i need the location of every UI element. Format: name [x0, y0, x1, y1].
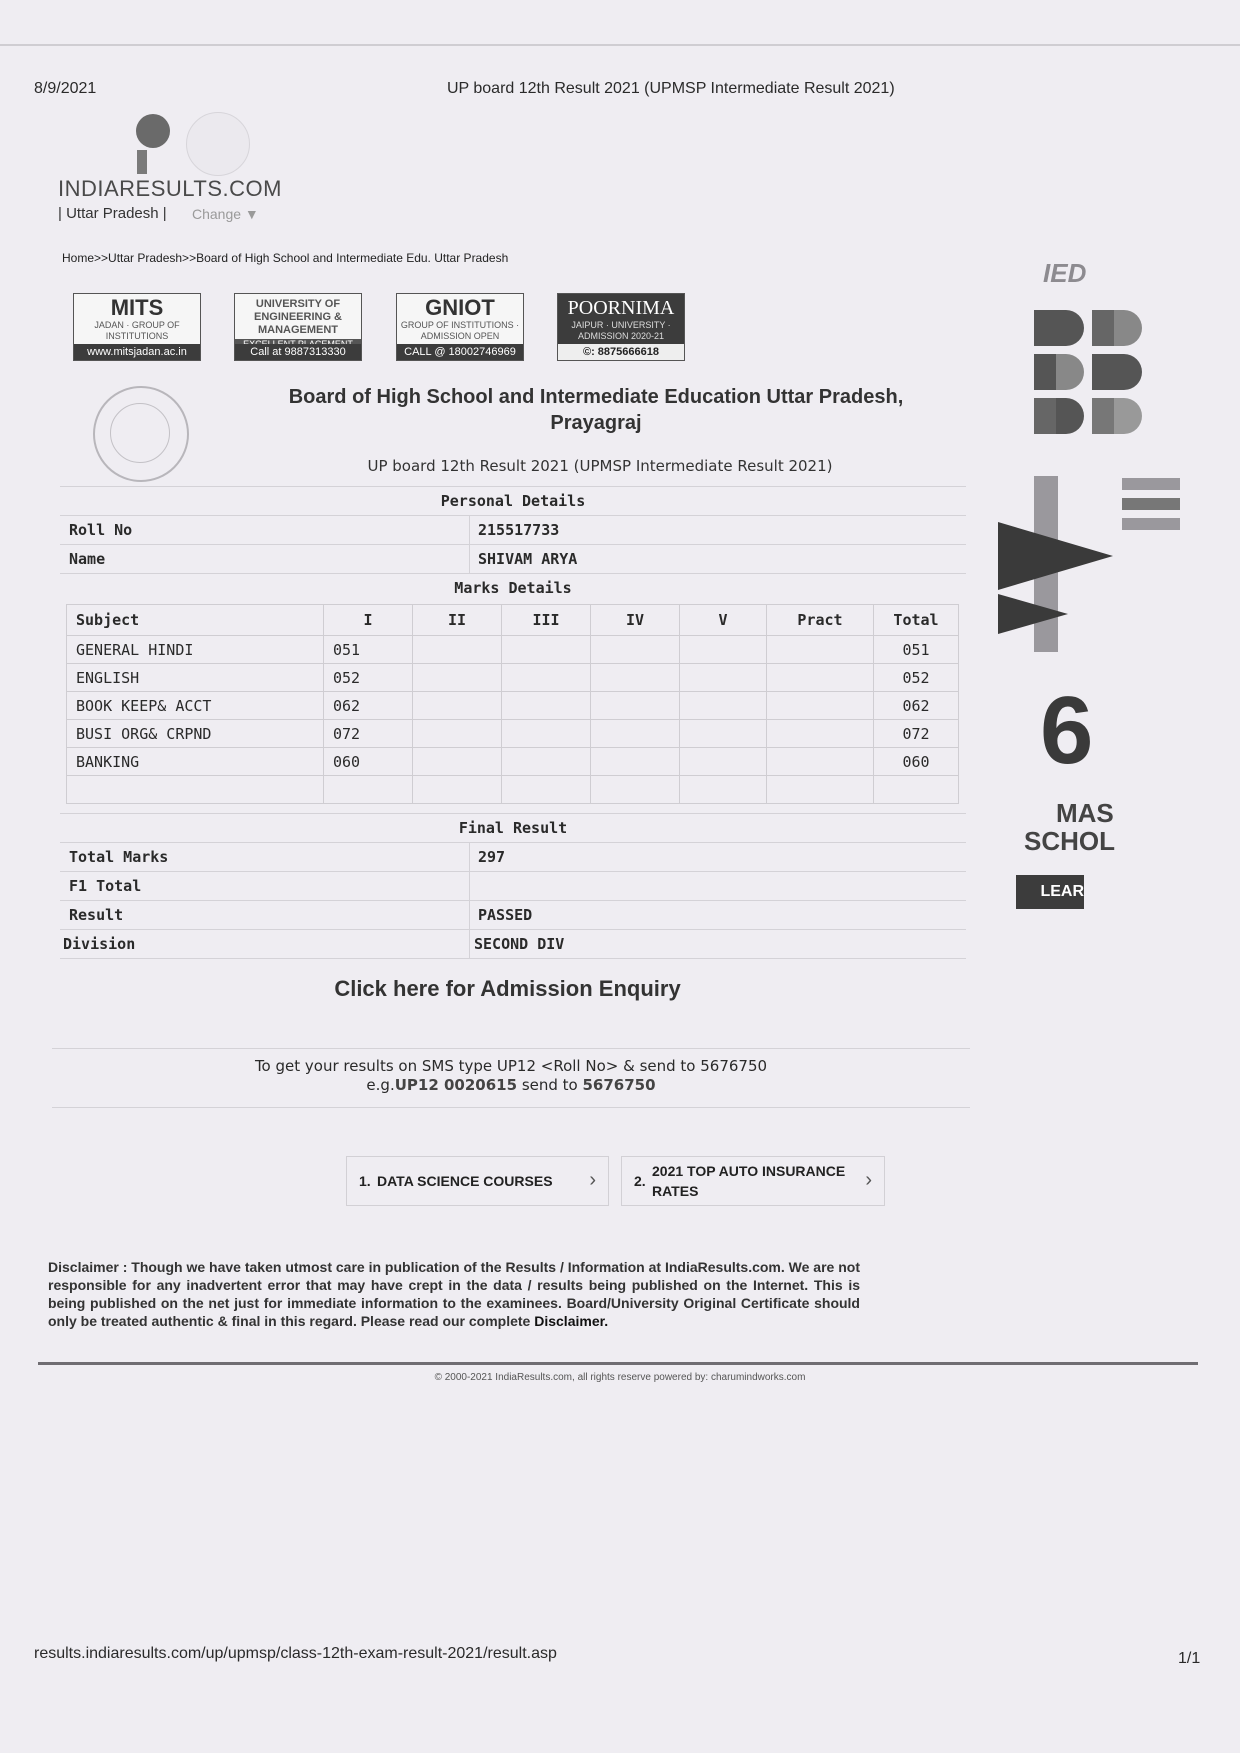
mark-cell [680, 720, 767, 748]
result-label: Result [69, 906, 124, 924]
page-number: 1/1 [1178, 1650, 1201, 1667]
subject-cell: GENERAL HINDI [67, 636, 324, 664]
f1-total-row [60, 871, 966, 900]
final-result-heading: Final Result [60, 813, 966, 842]
result-row [60, 900, 966, 929]
sms-info [52, 1048, 970, 1108]
mark-cell: 060 [324, 748, 413, 776]
mark-cell: 072 [324, 720, 413, 748]
table-row [67, 720, 959, 748]
mark-cell [413, 720, 502, 748]
chevron-right-icon: › [589, 1169, 596, 1191]
total-marks-row [60, 842, 966, 871]
table-row [67, 692, 959, 720]
roll-row [60, 515, 966, 544]
board-title-line2: Prayagraj [550, 412, 642, 434]
mark-cell [680, 692, 767, 720]
total-cell: 051 [874, 636, 959, 664]
total-cell: 052 [874, 664, 959, 692]
ad-title: GNIOT [425, 295, 495, 320]
result-subtitle: UP board 12th Result 2021 (UPMSP Intermediate Result 2021) [367, 457, 833, 475]
related-link-label: 2021 TOP AUTO INSURANCE RATES [652, 1163, 846, 1199]
marks-details-heading: Marks Details [60, 573, 966, 602]
chevron-right-icon: › [865, 1169, 872, 1191]
col-pract: Pract [767, 605, 874, 636]
roll-value: 215517733 [469, 516, 559, 544]
board-seal-inner [110, 403, 170, 463]
mark-cell [502, 664, 591, 692]
name-label: Name [69, 550, 106, 568]
division-value: SECOND DIV [469, 930, 564, 958]
right-ad-arrow-icon [998, 470, 1168, 660]
total-marks-label: Total Marks [69, 848, 169, 866]
mark-cell: 052 [324, 664, 413, 692]
mark-cell [680, 748, 767, 776]
related-link-auto-insurance[interactable] [621, 1156, 885, 1206]
disclaimer-link[interactable]: Disclaimer. [534, 1313, 609, 1329]
print-title: UP board 12th Result 2021 (UPMSP Intermediate Result 2021) [447, 80, 895, 97]
sms-instruction: To get your results on SMS type UP12 <Roll No> & send to 5676750 [254, 1057, 768, 1075]
mark-cell [767, 720, 874, 748]
ad-gniot[interactable] [396, 293, 524, 361]
sms-example-mid: send to [517, 1076, 583, 1094]
ad-title: UNIVERSITY OF ENGINEERING & MANAGEMENT [253, 298, 342, 336]
mark-cell [413, 692, 502, 720]
logo-mark-icon [136, 114, 170, 148]
col-total: Total [874, 605, 959, 636]
board-title [246, 384, 946, 436]
col-subject: Subject [67, 605, 324, 636]
ad-title: MITS [110, 295, 164, 320]
total-marks-value: 297 [469, 843, 505, 871]
mark-cell [502, 720, 591, 748]
mark-cell [680, 664, 767, 692]
sms-example-prefix: e.g. [366, 1076, 395, 1094]
marks-table [66, 604, 959, 804]
ad-contact: ©: 8875666618 [558, 344, 684, 360]
ad-contact: Call at 9887313330 [235, 344, 361, 360]
top-rule [0, 44, 1240, 46]
f1-total-label: F1 Total [69, 877, 142, 895]
f1-total-value [469, 872, 478, 900]
mark-cell [591, 636, 680, 664]
mark-cell [591, 720, 680, 748]
table-row [67, 748, 959, 776]
ad-title: POORNIMA [567, 297, 675, 319]
division-row [60, 929, 966, 959]
print-date: 8/9/2021 [34, 80, 97, 97]
personal-details [60, 486, 966, 602]
total-cell: 062 [874, 692, 959, 720]
right-ad-line2: SCHOL [1024, 826, 1115, 856]
sms-example-code: UP12 0020615 [394, 1076, 518, 1094]
subject-cell: BOOK KEEP& ACCT [67, 692, 324, 720]
mark-cell [591, 776, 680, 804]
total-cell [874, 776, 959, 804]
mark-cell [413, 636, 502, 664]
mark-cell [767, 692, 874, 720]
mark-cell [502, 636, 591, 664]
subject-cell: ENGLISH [67, 664, 324, 692]
related-link-data-science[interactable] [346, 1156, 609, 1206]
related-link-label: DATA SCIENCE COURSES [377, 1173, 553, 1189]
right-ad-pattern-icon [1034, 310, 1150, 436]
division-label: Division [63, 935, 136, 953]
table-row [67, 664, 959, 692]
ad-subtitle: JADAN · GROUP OF INSTITUTIONS [94, 320, 180, 341]
breadcrumb[interactable]: Home>>Uttar Pradesh>>Board of High School and Intermediate Edu. Uttar Pradesh [62, 251, 509, 265]
mark-cell [591, 664, 680, 692]
disclaimer-text: Disclaimer : Though we have taken utmost care in publication of the Results / Information at IndiaResults.com. We are not responsible for any inadvertent error that may have crept in the data / results being published on the Internet. This is being published on the net just for immediate information to the examinees. Board/University Original Certificate should only be treated authentic & final in this regard. Please read our complete [48, 1259, 860, 1329]
right-ad-line1: MAS [1056, 798, 1114, 828]
col-v: V [680, 605, 767, 636]
col-iii: III [502, 605, 591, 636]
ad-subtitle: GROUP OF INSTITUTIONS · ADMISSION OPEN [400, 320, 520, 341]
footer-rule [38, 1362, 1198, 1365]
related-link-number: 2. [634, 1173, 646, 1189]
admission-enquiry-link[interactable]: Click here for Admission Enquiry [334, 976, 681, 1001]
mark-cell [591, 692, 680, 720]
mark-cell [324, 776, 413, 804]
ad-subtitle: JAIPUR · UNIVERSITY · ADMISSION 2020-21 [571, 320, 671, 341]
globe-icon [186, 112, 250, 176]
mark-cell [680, 636, 767, 664]
mark-cell [591, 748, 680, 776]
result-value: PASSED [469, 901, 532, 929]
mark-cell: 051 [324, 636, 413, 664]
change-state-link[interactable]: Change ▼ [192, 206, 259, 222]
mark-cell [767, 748, 874, 776]
name-value: SHIVAM ARYA [469, 545, 577, 573]
disclaimer [48, 1258, 860, 1330]
subject-cell: BANKING [67, 748, 324, 776]
mark-cell [413, 748, 502, 776]
site-logo[interactable]: INDIARESULTS.COM [58, 176, 282, 201]
mark-cell [502, 748, 591, 776]
subject-cell [67, 776, 324, 804]
logo-mark-stem [137, 150, 147, 174]
ad-poornima[interactable] [557, 293, 685, 361]
state-label: | Uttar Pradesh | [58, 205, 167, 222]
mark-cell [767, 776, 874, 804]
print-url: results.indiaresults.com/up/upmsp/class-12th-exam-result-2021/result.asp [34, 1645, 557, 1662]
ad-contact: CALL @ 18002746969 [397, 344, 523, 360]
col-iv: IV [591, 605, 680, 636]
ad-contact: www.mitsjadan.ac.in [74, 344, 200, 360]
marks-header-row [67, 605, 959, 636]
right-ad-learn-button[interactable]: LEAR [1016, 875, 1084, 909]
mark-cell [413, 664, 502, 692]
mark-cell [767, 664, 874, 692]
ad-uem[interactable] [234, 293, 362, 361]
mark-cell: 062 [324, 692, 413, 720]
total-cell: 060 [874, 748, 959, 776]
mark-cell [767, 636, 874, 664]
col-i: I [324, 605, 413, 636]
related-link-number: 1. [359, 1173, 371, 1189]
mark-cell [680, 776, 767, 804]
right-ad-brand[interactable]: IED [1043, 258, 1087, 288]
right-ad-number: 6 [1040, 677, 1094, 784]
table-row [67, 636, 959, 664]
personal-details-heading: Personal Details [60, 486, 966, 515]
table-row [67, 776, 959, 804]
sms-example [52, 1076, 970, 1095]
board-title-line1: Board of High School and Intermediate Education Uttar Pradesh, [288, 386, 904, 408]
final-result [60, 813, 966, 959]
subject-cell: BUSI ORG& CRPND [67, 720, 324, 748]
mark-cell [502, 776, 591, 804]
copyright: © 2000-2021 IndiaResults.com, all rights reserve powered by: charumindworks.com [434, 1372, 806, 1383]
name-row [60, 544, 966, 573]
roll-label: Roll No [69, 521, 133, 539]
sms-example-number: 5676750 [582, 1076, 656, 1094]
mark-cell [502, 692, 591, 720]
mark-cell [413, 776, 502, 804]
col-ii: II [413, 605, 502, 636]
ad-mits[interactable] [73, 293, 201, 361]
total-cell: 072 [874, 720, 959, 748]
